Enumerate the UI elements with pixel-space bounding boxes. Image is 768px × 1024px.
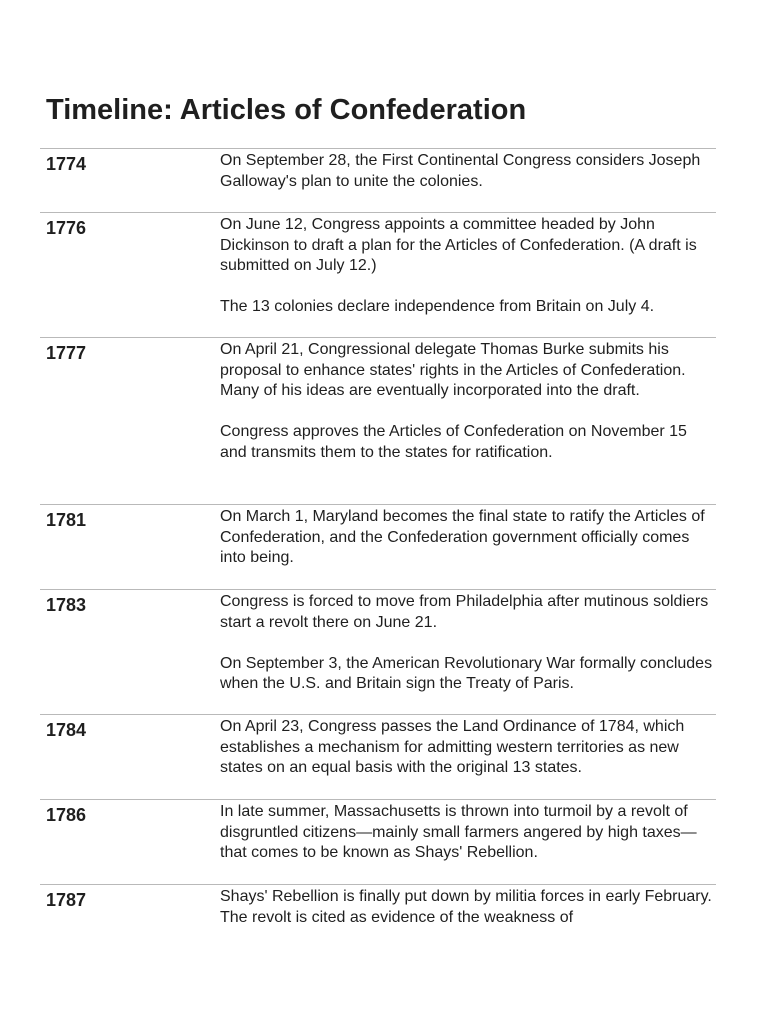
timeline-paragraph: In late summer, Massachusetts is thrown into turmoil by a revolt of disgruntled citizens—mainly small farmers angered by high taxes—that comes to be known as Shays' Rebellion. [220, 803, 697, 861]
timeline-paragraph: On March 1, Maryland becomes the final state to ratify the Articles of Confederation, and the Confederation government officially comes into being. [220, 508, 705, 566]
timeline-description [220, 151, 716, 212]
timeline-row-1774 [40, 148, 716, 212]
timeline-year: 1777 [46, 343, 87, 363]
page-title: Timeline: Articles of Confederation [46, 94, 527, 126]
timeline-paragraph: On June 12, Congress appoints a committee headed by John Dickinson to draft a plan for the Articles of Confederation. (A draft is submitted on July 12.) [220, 216, 697, 274]
timeline-description [220, 802, 716, 884]
timeline-year: 1786 [46, 805, 87, 825]
timeline-year: 1783 [46, 595, 87, 615]
timeline-paragraph: On April 23, Congress passes the Land Ordinance of 1784, which establishes a mechanism for admitting western territories as new states on an equal basis with the original 13 states. [220, 718, 685, 776]
timeline-row-1784 [40, 714, 716, 799]
timeline-description [220, 215, 716, 337]
timeline-paragraph: The 13 colonies declare independence from Britain on July 4. [220, 298, 655, 315]
timeline-row-1786 [40, 799, 716, 884]
timeline-year: 1776 [46, 218, 87, 238]
timeline-paragraph: On September 28, the First Continental Congress considers Joseph Galloway's plan to unite the colonies. [220, 152, 701, 190]
timeline-row-1776 [40, 212, 716, 337]
timeline-paragraph: Congress is forced to move from Philadelphia after mutinous soldiers start a revolt there on June 21. [220, 593, 709, 631]
timeline-year: 1784 [46, 720, 87, 740]
timeline-paragraph: On September 3, the American Revolutionary War formally concludes when the U.S. and Britain sign the Treaty of Paris. [220, 654, 713, 692]
timeline-description [220, 507, 716, 589]
timeline-paragraph: On April 21, Congressional delegate Thomas Burke submits his proposal to enhance states' rights in the Articles of Confederation. Many of his ideas are eventually incorporated into the draft. [220, 341, 686, 399]
timeline-year: 1774 [46, 154, 87, 174]
timeline-description [220, 887, 716, 947]
timeline-row-1783 [40, 589, 716, 714]
timeline-row-1777 [40, 337, 716, 504]
timeline-year: 1787 [46, 890, 87, 910]
timeline-row-1787 [40, 884, 716, 947]
timeline-table [40, 148, 716, 947]
timeline-description [220, 717, 716, 799]
timeline-description [220, 592, 716, 714]
timeline-paragraph: Congress approves the Articles of Confederation on November 15 and transmits them to the states for ratification. [220, 423, 687, 461]
timeline-paragraph: Shays' Rebellion is finally put down by militia forces in early February. The revolt is cited as evidence of the weakness of [220, 888, 712, 926]
timeline-year: 1781 [46, 510, 87, 530]
timeline-description [220, 340, 716, 504]
timeline-row-1781 [40, 504, 716, 589]
